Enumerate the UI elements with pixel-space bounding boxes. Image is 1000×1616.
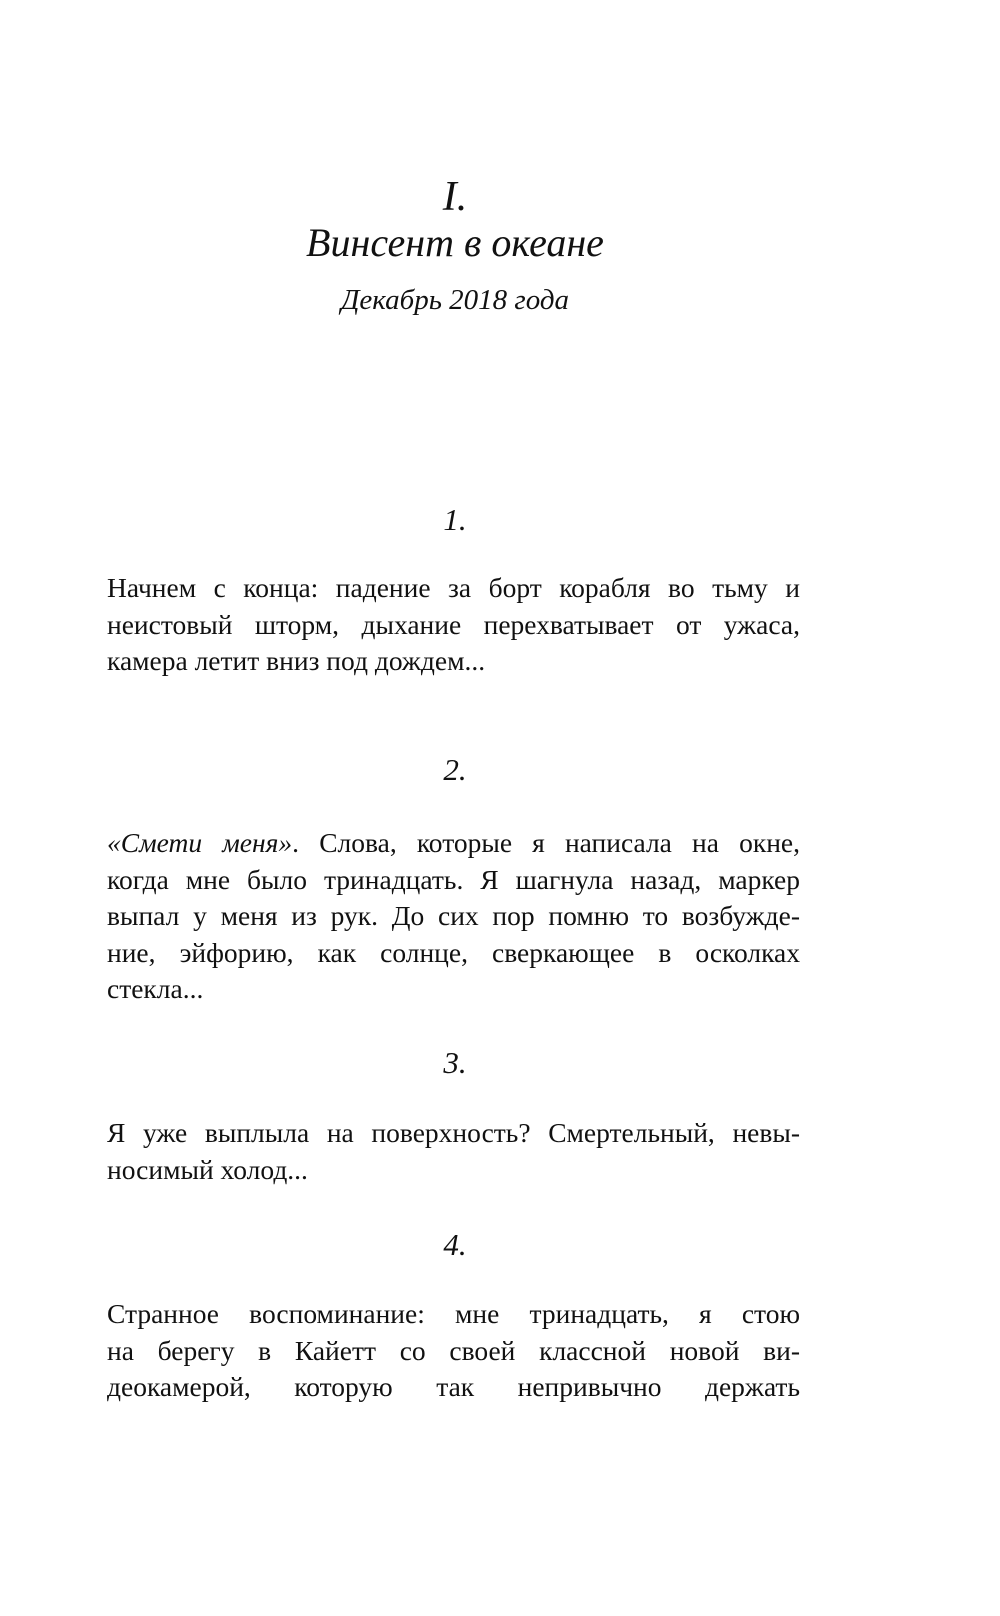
text-line: ние, эйфорию, как солнце, сверкающее в осколках: [107, 936, 800, 968]
text-line: [107, 825, 800, 862]
text-line: носимый холод...: [107, 1153, 308, 1185]
section-number-2: 2.: [443, 752, 467, 787]
part-date: Декабрь 2018 года: [340, 284, 570, 316]
section-number-1: 1.: [443, 502, 467, 537]
section-number-4: 4.: [443, 1227, 467, 1262]
section-3-text: [107, 1115, 800, 1188]
text-line: камера летит вниз под дождем...: [107, 645, 486, 676]
part-number: I.: [442, 174, 468, 220]
section-4-text: [107, 1296, 800, 1406]
text-line: Я уже выплыла на поверхность? Смертельный, невы-: [107, 1117, 800, 1148]
text-line: деокамерой, которую так непривычно держать: [107, 1371, 800, 1402]
italic-quote: «Смети меня»: [107, 827, 293, 858]
text-fragment: . Слова, которые я написала на окне,: [292, 827, 800, 858]
section-number-3: 3.: [443, 1045, 467, 1080]
section-1-text: [107, 570, 800, 680]
text-line: Начнем с конца: падение за борт корабля во тьму и: [107, 572, 800, 603]
text-line: неистовый шторм, дыхание перехватывает от ужаса,: [107, 608, 800, 640]
text-line: когда мне было тринадцать. Я шагнула назад, маркер: [107, 863, 800, 895]
text-line: на берегу в Кайетт со своей классной новой ви-: [107, 1334, 800, 1366]
text-line: стекла...: [107, 973, 204, 1004]
text-line: выпал у меня из рук. До сих пор помню то возбужде-: [107, 900, 800, 931]
part-title: Винсент в океане: [306, 220, 604, 265]
text-line: Странное воспоминание: мне тринадцать, я стою: [107, 1298, 800, 1329]
section-2-text: [107, 825, 800, 1008]
